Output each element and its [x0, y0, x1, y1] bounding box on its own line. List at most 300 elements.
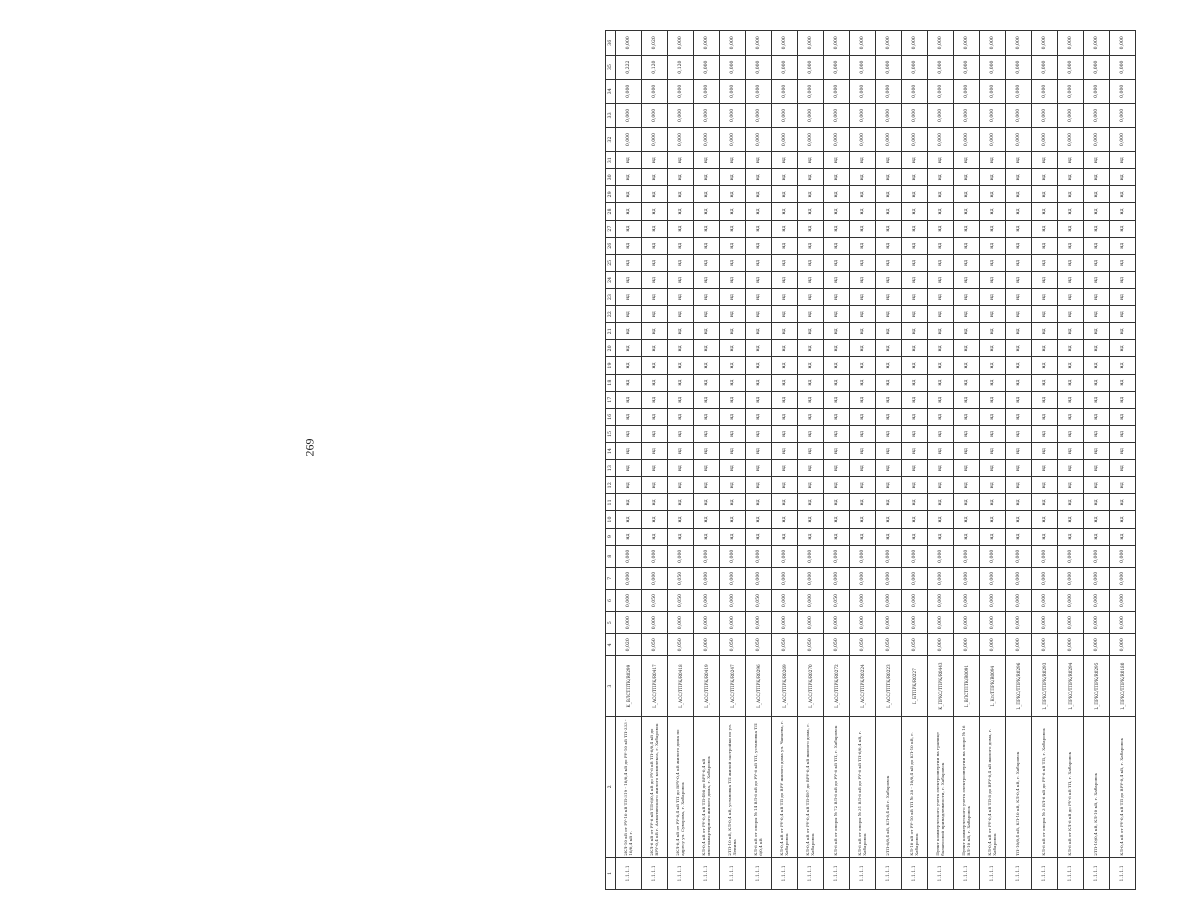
value-cell: 0,050 — [746, 589, 772, 611]
nd-cell: нд — [902, 289, 928, 306]
nd-cell: нд — [1084, 477, 1110, 494]
nd-cell: нд — [1110, 220, 1136, 237]
nd-cell: нд — [902, 323, 928, 340]
nd-cell: нд — [876, 152, 902, 169]
nd-cell: нд — [1110, 443, 1136, 460]
nd-cell: нд — [720, 271, 746, 288]
value-cell: 0,000 — [746, 31, 772, 56]
nd-cell: нд — [1058, 374, 1084, 391]
nd-cell: нд — [902, 374, 928, 391]
nd-cell: нд — [980, 477, 1006, 494]
row-number-cell: 1.1.1.1 — [954, 857, 980, 889]
value-cell: 0,000 — [928, 545, 954, 567]
nd-cell: нд — [980, 220, 1006, 237]
nd-cell: нд — [1058, 152, 1084, 169]
nd-cell: нд — [1032, 152, 1058, 169]
value-cell: 0,000 — [1110, 128, 1136, 152]
table-row — [772, 31, 798, 890]
nd-cell: нд — [798, 408, 824, 425]
nd-cell: нд — [616, 289, 642, 306]
nd-cell: нд — [694, 169, 720, 186]
nd-cell: нд — [1110, 357, 1136, 374]
nd-cell: нд — [694, 460, 720, 477]
value-cell: 0,000 — [824, 128, 850, 152]
row-number-cell: 1.1.1.1 — [694, 857, 720, 889]
value-cell: 0,050 — [668, 567, 694, 589]
row-number-cell: 1.1.1.1 — [824, 857, 850, 889]
value-cell: 0,000 — [694, 545, 720, 567]
nd-cell: нд — [720, 186, 746, 203]
nd-cell: нд — [746, 152, 772, 169]
nd-cell: нд — [642, 374, 668, 391]
nd-cell: нд — [694, 374, 720, 391]
nd-cell: нд — [850, 152, 876, 169]
value-cell: 0,000 — [980, 79, 1006, 103]
nd-cell: нд — [1032, 357, 1058, 374]
value-cell: 0,000 — [980, 589, 1006, 611]
nd-cell: нд — [876, 443, 902, 460]
nd-cell: нд — [616, 220, 642, 237]
nd-cell: нд — [850, 477, 876, 494]
value-cell: 0,000 — [1032, 634, 1058, 656]
data-table — [605, 30, 1136, 890]
nd-cell: нд — [850, 391, 876, 408]
value-cell: 0,000 — [954, 55, 980, 79]
column-header: 26 — [606, 237, 616, 254]
nd-cell: нд — [954, 203, 980, 220]
nd-cell: нд — [928, 306, 954, 323]
nd-cell: нд — [1058, 425, 1084, 442]
project-code-cell: L_ВЛСТПТК/R0091 — [954, 656, 980, 716]
nd-cell: нд — [928, 460, 954, 477]
nd-cell: нд — [980, 237, 1006, 254]
nd-cell: нд — [772, 169, 798, 186]
value-cell: 0,000 — [1084, 612, 1110, 634]
column-header: 9 — [606, 528, 616, 545]
nd-cell: нд — [980, 443, 1006, 460]
nd-cell: нд — [720, 511, 746, 528]
nd-cell: нд — [980, 511, 1006, 528]
nd-cell: нд — [850, 425, 876, 442]
value-cell: 0,000 — [694, 634, 720, 656]
nd-cell: нд — [824, 186, 850, 203]
table-row — [798, 31, 824, 890]
nd-cell: нд — [1006, 203, 1032, 220]
value-cell: 0,000 — [616, 31, 642, 56]
nd-cell: нд — [1110, 169, 1136, 186]
row-number-cell: 1.1.1.1 — [746, 857, 772, 889]
nd-cell: нд — [954, 340, 980, 357]
nd-cell: нд — [798, 528, 824, 545]
description-cell: КЛ-6 кВ от опоры № 14 ВЛ-6 кВ до РУ-6 кВ ТП, установка ТП 6/0,4 кВ — [746, 716, 772, 857]
value-cell: 0,000 — [746, 545, 772, 567]
value-cell: 0,000 — [1110, 31, 1136, 56]
nd-cell: нд — [824, 460, 850, 477]
nd-cell: нд — [1032, 477, 1058, 494]
nd-cell: нд — [1084, 306, 1110, 323]
column-header: 16 — [606, 408, 616, 425]
nd-cell: нд — [720, 254, 746, 271]
value-cell: 0,000 — [1110, 612, 1136, 634]
nd-cell: нд — [642, 477, 668, 494]
value-cell: 0,000 — [928, 567, 954, 589]
nd-cell: нд — [824, 391, 850, 408]
table-row — [642, 31, 668, 890]
nd-cell: нд — [1084, 425, 1110, 442]
nd-cell: нд — [1032, 254, 1058, 271]
project-code-cell: L_АСС/ТПРК/R0269 — [772, 656, 798, 716]
table-row — [954, 31, 980, 890]
row-number-cell: 1.1.1.1 — [850, 857, 876, 889]
project-code-cell: L_БТПРК/R0227 — [902, 656, 928, 716]
value-cell: 0,000 — [928, 612, 954, 634]
nd-cell: нд — [902, 391, 928, 408]
nd-cell: нд — [1006, 494, 1032, 511]
value-cell: 0,050 — [668, 589, 694, 611]
nd-cell: нд — [1006, 511, 1032, 528]
value-cell: 0,000 — [1084, 31, 1110, 56]
nd-cell: нд — [668, 443, 694, 460]
row-number-cell: 1.1.1.1 — [720, 857, 746, 889]
value-cell: 0,000 — [642, 79, 668, 103]
nd-cell: нд — [954, 289, 980, 306]
nd-cell: нд — [928, 511, 954, 528]
row-number-cell: 1.1.1.1 — [772, 857, 798, 889]
value-cell: 0,000 — [1058, 612, 1084, 634]
nd-cell: нд — [746, 323, 772, 340]
value-cell: 0,000 — [980, 545, 1006, 567]
value-cell: 0,000 — [668, 128, 694, 152]
nd-cell: нд — [1058, 203, 1084, 220]
column-header: 20 — [606, 340, 616, 357]
value-cell: 0,000 — [850, 567, 876, 589]
row-number-cell: 1.1.1.1 — [668, 857, 694, 889]
description-cell: КЛ-6 кВ от КЛ-6 кВ до РУ-6 кВ ТП, г. Хабаровск — [1058, 716, 1084, 857]
nd-cell: нд — [1110, 425, 1136, 442]
value-cell: 0,000 — [876, 103, 902, 127]
value-cell: 0,000 — [1084, 55, 1110, 79]
column-header: 7 — [606, 567, 616, 589]
nd-cell: нд — [1058, 186, 1084, 203]
value-cell: 0,000 — [616, 589, 642, 611]
nd-cell: нд — [1032, 306, 1058, 323]
nd-cell: нд — [1084, 443, 1110, 460]
nd-cell: нд — [668, 460, 694, 477]
column-header: 19 — [606, 357, 616, 374]
value-cell: 0,000 — [876, 31, 902, 56]
value-cell: 0,050 — [772, 634, 798, 656]
value-cell: 0,000 — [876, 128, 902, 152]
table-row — [1084, 31, 1110, 890]
nd-cell: нд — [772, 340, 798, 357]
nd-cell: нд — [954, 528, 980, 545]
column-header: 10 — [606, 511, 616, 528]
nd-cell: нд — [1006, 254, 1032, 271]
description-cell: КЛ-6 кВ от опоры № 72 ВЛ-6 кВ до РУ-6 кВ ТП, г. Хабаровск — [824, 716, 850, 857]
nd-cell: нд — [928, 357, 954, 374]
value-cell: 0,000 — [902, 31, 928, 56]
nd-cell: нд — [798, 494, 824, 511]
nd-cell: нд — [616, 443, 642, 460]
nd-cell: нд — [616, 254, 642, 271]
nd-cell: нд — [928, 254, 954, 271]
nd-cell: нд — [1032, 443, 1058, 460]
nd-cell: нд — [668, 391, 694, 408]
nd-cell: нд — [1006, 289, 1032, 306]
nd-cell: нд — [1084, 494, 1110, 511]
nd-cell: нд — [1084, 237, 1110, 254]
nd-cell: нд — [694, 186, 720, 203]
nd-cell: нд — [746, 220, 772, 237]
nd-cell: нд — [798, 391, 824, 408]
nd-cell: нд — [928, 237, 954, 254]
nd-cell: нд — [902, 511, 928, 528]
column-header: 24 — [606, 271, 616, 288]
nd-cell: нд — [954, 374, 980, 391]
nd-cell: нд — [616, 460, 642, 477]
value-cell: 0,000 — [1032, 545, 1058, 567]
value-cell: 0,000 — [954, 103, 980, 127]
nd-cell: нд — [694, 306, 720, 323]
value-cell: 0,000 — [954, 589, 980, 611]
nd-cell: нд — [746, 443, 772, 460]
value-cell: 0,000 — [1006, 128, 1032, 152]
nd-cell: нд — [798, 323, 824, 340]
nd-cell: нд — [616, 169, 642, 186]
nd-cell: нд — [616, 511, 642, 528]
value-cell: 0,000 — [1058, 103, 1084, 127]
nd-cell: нд — [616, 425, 642, 442]
nd-cell: нд — [824, 425, 850, 442]
nd-cell: нд — [928, 220, 954, 237]
nd-cell: нд — [772, 152, 798, 169]
description-cell: КЛ-10 кВ от РУ-10 кВ ТП № 38 - 10/0,4 кВ до КЛ-10 кВ, г. Хабаровск — [902, 716, 928, 857]
nd-cell: нд — [824, 408, 850, 425]
nd-cell: нд — [720, 203, 746, 220]
nd-cell: нд — [876, 271, 902, 288]
value-cell: 0,000 — [824, 31, 850, 56]
value-cell: 0,000 — [824, 612, 850, 634]
nd-cell: нд — [798, 511, 824, 528]
nd-cell: нд — [850, 323, 876, 340]
nd-cell: нд — [642, 271, 668, 288]
nd-cell: нд — [694, 357, 720, 374]
value-cell: 0,000 — [876, 55, 902, 79]
nd-cell: нд — [798, 357, 824, 374]
nd-cell: нд — [980, 254, 1006, 271]
nd-cell: нд — [720, 152, 746, 169]
nd-cell: нд — [694, 391, 720, 408]
nd-cell: нд — [616, 237, 642, 254]
nd-cell: нд — [772, 357, 798, 374]
nd-cell: нд — [902, 340, 928, 357]
table-row — [928, 31, 954, 890]
nd-cell: нд — [720, 408, 746, 425]
nd-cell: нд — [928, 408, 954, 425]
value-cell: 0,000 — [668, 103, 694, 127]
table-row — [1110, 31, 1136, 890]
nd-cell: нд — [902, 306, 928, 323]
nd-cell: нд — [1084, 186, 1110, 203]
nd-cell: нд — [1006, 391, 1032, 408]
nd-cell: нд — [824, 220, 850, 237]
value-cell: 0,000 — [1006, 55, 1032, 79]
value-cell: 0,000 — [772, 103, 798, 127]
nd-cell: нд — [954, 152, 980, 169]
nd-cell: нд — [980, 306, 1006, 323]
project-code-cell: L_АСС/ТПРК/R0296 — [746, 656, 772, 716]
nd-cell: нд — [954, 306, 980, 323]
nd-cell: нд — [954, 271, 980, 288]
column-header: 3 — [606, 656, 616, 716]
nd-cell: нд — [1058, 220, 1084, 237]
nd-cell: нд — [642, 425, 668, 442]
nd-cell: нд — [1032, 460, 1058, 477]
nd-cell: нд — [1032, 323, 1058, 340]
nd-cell: нд — [876, 306, 902, 323]
nd-cell: нд — [772, 443, 798, 460]
value-cell: 0,000 — [1110, 55, 1136, 79]
nd-cell: нд — [642, 357, 668, 374]
nd-cell: нд — [928, 203, 954, 220]
nd-cell: нд — [1006, 408, 1032, 425]
nd-cell: нд — [1084, 511, 1110, 528]
value-cell: 0,000 — [694, 103, 720, 127]
value-cell: 0,050 — [876, 634, 902, 656]
nd-cell: нд — [1110, 271, 1136, 288]
value-cell: 0,000 — [746, 55, 772, 79]
nd-cell: нд — [798, 271, 824, 288]
nd-cell: нд — [980, 374, 1006, 391]
nd-cell: нд — [1006, 237, 1032, 254]
nd-cell: нд — [720, 443, 746, 460]
value-cell: 0,000 — [772, 545, 798, 567]
project-code-cell: L_АСС/ТПРК/R0247 — [720, 656, 746, 716]
value-cell: 0,000 — [746, 79, 772, 103]
nd-cell: нд — [1058, 254, 1084, 271]
column-header: 21 — [606, 323, 616, 340]
column-header: 6 — [606, 589, 616, 611]
nd-cell: нд — [1032, 511, 1058, 528]
nd-cell: нд — [1110, 460, 1136, 477]
value-cell: 0,000 — [954, 634, 980, 656]
nd-cell: нд — [694, 443, 720, 460]
nd-cell: нд — [798, 203, 824, 220]
value-cell: 0,000 — [954, 31, 980, 56]
value-cell: 0,000 — [980, 634, 1006, 656]
value-cell: 0,000 — [928, 103, 954, 127]
value-cell: 0,000 — [798, 103, 824, 127]
nd-cell: нд — [928, 152, 954, 169]
nd-cell: нд — [876, 408, 902, 425]
nd-cell: нд — [1006, 186, 1032, 203]
value-cell: 0,000 — [720, 79, 746, 103]
value-cell: 0,000 — [902, 103, 928, 127]
nd-cell: нд — [850, 220, 876, 237]
nd-cell: нд — [1032, 425, 1058, 442]
nd-cell: нд — [1058, 511, 1084, 528]
nd-cell: нд — [954, 425, 980, 442]
value-cell: 0,000 — [1032, 31, 1058, 56]
value-cell: 0,000 — [694, 79, 720, 103]
nd-cell: нд — [980, 408, 1006, 425]
project-code-cell: K_ПРКС/ТПРК/R0443 — [928, 656, 954, 716]
description-cell: Пункт коммерческого учета электроэнергии на границе балансовой принадлежности, г. Хабаровск — [928, 716, 954, 857]
row-number-cell: 1.1.1.1 — [1084, 857, 1110, 889]
value-cell: 0,000 — [824, 103, 850, 127]
value-cell: 0,000 — [876, 589, 902, 611]
nd-cell: нд — [902, 220, 928, 237]
value-cell: 0,000 — [850, 79, 876, 103]
page-number: 269 — [302, 438, 317, 457]
nd-cell: нд — [876, 511, 902, 528]
table-row — [824, 31, 850, 890]
nd-cell: нд — [954, 357, 980, 374]
nd-cell: нд — [720, 357, 746, 374]
value-cell: 0,000 — [1058, 567, 1084, 589]
value-cell: 0,000 — [850, 545, 876, 567]
nd-cell: нд — [980, 528, 1006, 545]
nd-cell: нд — [616, 374, 642, 391]
value-cell: 0,120 — [668, 55, 694, 79]
nd-cell: нд — [616, 494, 642, 511]
nd-cell: нд — [616, 152, 642, 169]
nd-cell: нд — [954, 254, 980, 271]
nd-cell: нд — [1006, 443, 1032, 460]
nd-cell: нд — [746, 528, 772, 545]
project-code-cell: L_АСС/ТПРК/R0272 — [824, 656, 850, 716]
nd-cell: нд — [980, 169, 1006, 186]
nd-cell: нд — [746, 494, 772, 511]
nd-cell: нд — [850, 357, 876, 374]
nd-cell: нд — [876, 477, 902, 494]
column-header: 31 — [606, 152, 616, 169]
nd-cell: нд — [902, 528, 928, 545]
table-row — [720, 31, 746, 890]
nd-cell: нд — [720, 477, 746, 494]
nd-cell: нд — [668, 477, 694, 494]
nd-cell: нд — [850, 237, 876, 254]
nd-cell: нд — [928, 477, 954, 494]
nd-cell: нд — [616, 528, 642, 545]
project-code-cell: L_АСС/ТПТК/R0223 — [876, 656, 902, 716]
nd-cell: нд — [1084, 357, 1110, 374]
nd-cell: нд — [980, 340, 1006, 357]
value-cell: 0,000 — [1110, 567, 1136, 589]
column-header: 14 — [606, 443, 616, 460]
nd-cell: нд — [902, 271, 928, 288]
value-cell: 0,000 — [1032, 128, 1058, 152]
nd-cell: нд — [850, 306, 876, 323]
value-cell: 0,000 — [1006, 545, 1032, 567]
value-cell: 0,000 — [928, 634, 954, 656]
nd-cell: нд — [616, 477, 642, 494]
nd-cell: нд — [824, 528, 850, 545]
nd-cell: нд — [772, 306, 798, 323]
nd-cell: нд — [902, 460, 928, 477]
value-cell: 0,000 — [668, 545, 694, 567]
value-cell: 0,000 — [616, 103, 642, 127]
nd-cell: нд — [746, 391, 772, 408]
value-cell: 0,000 — [642, 545, 668, 567]
nd-cell: нд — [616, 323, 642, 340]
nd-cell: нд — [616, 340, 642, 357]
value-cell: 0,050 — [798, 634, 824, 656]
nd-cell: нд — [954, 237, 980, 254]
nd-cell: нд — [772, 220, 798, 237]
nd-cell: нд — [902, 408, 928, 425]
value-cell: 0,000 — [772, 612, 798, 634]
